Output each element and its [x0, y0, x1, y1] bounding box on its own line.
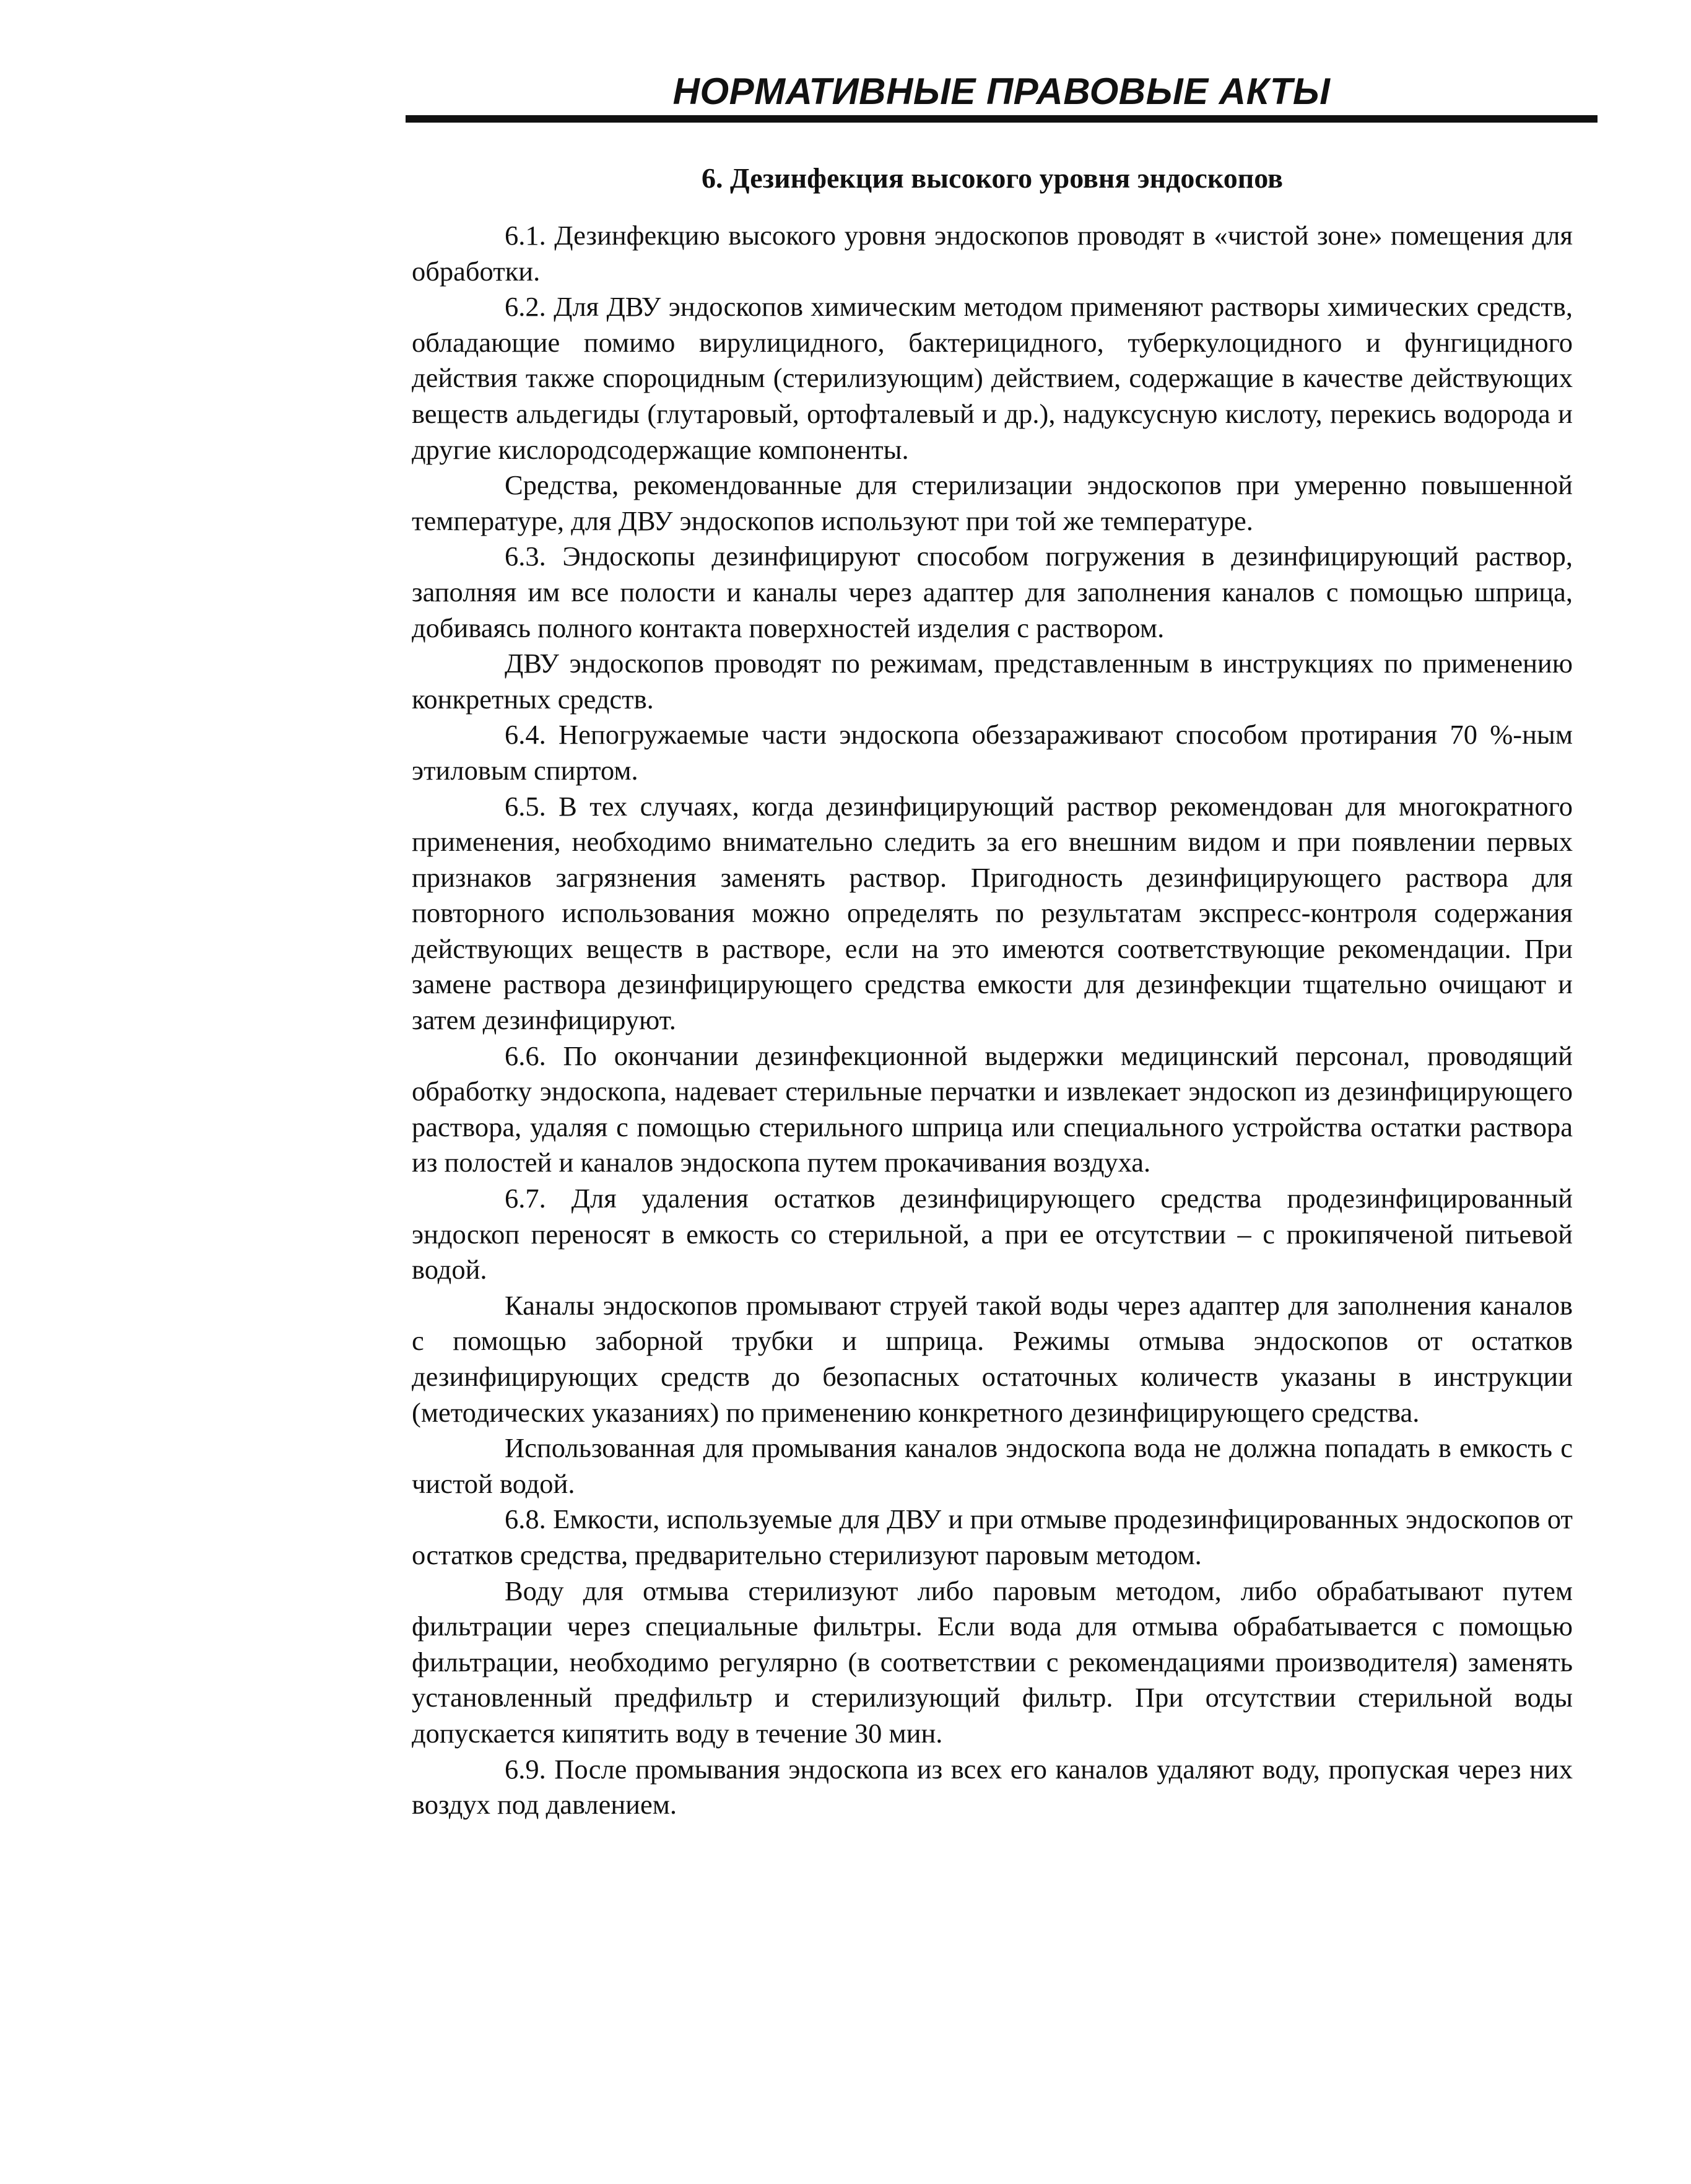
- paragraph-6-3-note: ДВУ эндоскопов проводят по режимам, представленным в инструкциях по применению конкретных средств.: [412, 648, 1573, 715]
- paragraph-6-2-note: Средства, рекомендованные для стерилизации эндоскопов при умеренно повышенной температуре, для ДВУ эндоскопов используют при той же температуре.: [412, 469, 1573, 536]
- header-rule: [406, 115, 1598, 123]
- paragraph-6-9: 6.9. После промывания эндоскопа из всех его каналов удаляют воду, пропуская через них воздух под давлением.: [412, 1753, 1573, 1821]
- section-title: 6. Дезинфекция высокого уровня эндоскопов: [702, 162, 1283, 194]
- paragraph-6-7-used-water: Использованная для промывания каналов эндоскопа вода не должна попадать в емкость с чистой водой.: [412, 1432, 1573, 1499]
- paragraph-6-5: 6.5. В тех случаях, когда дезинфицирующий раствор рекомендован для многократного применения, необходимо внимательно следить за его внешним видом и при появлении первых признаков загрязнения заменять раствор. Пригодность дезинфицирующего раствора для повторного использования можно определять по результатам экспресс-контроля содержания действующих веществ в растворе, если на это имеются соответствующие рекомендации. При замене раствора дезинфицирующего средства емкости для дезинфекции тщательно очищают и затем дезинфицируют.: [412, 790, 1573, 1036]
- paragraph-6-6: 6.6. По окончании дезинфекционной выдержки медицинский персонал, проводящий обработку эндоскопа, надевает стерильные перчатки и извлекает эндоскоп из дезинфицирующего раствора, удаляя с помощью стерильного шприца или специального устройства остатки раствора из полостей и каналов эндоскопа путем прокачивания воздуха.: [412, 1040, 1573, 1178]
- paragraph-6-7-channels: Каналы эндоскопов промывают струей такой воды через адаптер для заполнения каналов с помощью заборной трубки и шприца. Режимы отмыва эндоскопов от остатков дезинфицирующих средств до безопасных остаточных количеств указаны в инструкции (методических указаниях) по применению конкретного дезинфицирующего средства.: [412, 1289, 1573, 1428]
- paragraph-6-8: 6.8. Емкости, используемые для ДВУ и при отмыве продезинфицированных эндоскопов от остатков средства, предварительно стерилизуют паровым методом.: [412, 1503, 1573, 1570]
- paragraph-6-8-water: Воду для отмыва стерилизуют либо паровым методом, либо обрабатывают путем фильтрации через специальные фильтры. Если вода для отмыва обрабатывается с помощью фильтрации, необходимо регулярно (в соответствии с рекомендациями производителя) заменять установленный предфильтр и стерилизующий фильтр. При отсутствии стерильной воды допускается кипятить воду в течение 30 мин.: [412, 1575, 1573, 1749]
- paragraph-6-7: 6.7. Для удаления остатков дезинфицирующего средства продезинфицированный эндоскоп переносят в емкость со стерильной, а при ее отсутствии – с прокипяченой питьевой водой.: [412, 1183, 1573, 1286]
- paragraph-6-1: 6.1. Дезинфекцию высокого уровня эндоскопов проводят в «чистой зоне» помещения для обработки.: [412, 220, 1573, 287]
- paragraph-6-3: 6.3. Эндоскопы дезинфицируют способом погружения в дезинфицирующий раствор, заполняя им все полости и каналы через адаптер для заполнения каналов с помощью шприца, добиваясь полного контакта поверхностей изделия с раствором.: [412, 541, 1573, 643]
- paragraph-6-2: 6.2. Для ДВУ эндоскопов химическим методом применяют растворы химических средств, обладающие помимо вирулицидного, бактерицидного, туберкулоцидного и фунгицидного действия также спороцидным (стерилизующим) действием, содержащие в качестве действующих веществ альдегиды (глутаровый, ортофталевый и др.), надуксусную кислоту, перекись водорода и другие кислородсодержащие компоненты.: [412, 291, 1573, 465]
- paragraph-6-4: 6.4. Непогружаемые части эндоскопа обеззараживают способом протирания 70 %-ным этиловым спиртом.: [412, 719, 1573, 786]
- document-body: [412, 160, 1573, 1823]
- running-header: НОРМАТИВНЫЕ ПРАВОВЫЕ АКТЫ: [672, 71, 1331, 112]
